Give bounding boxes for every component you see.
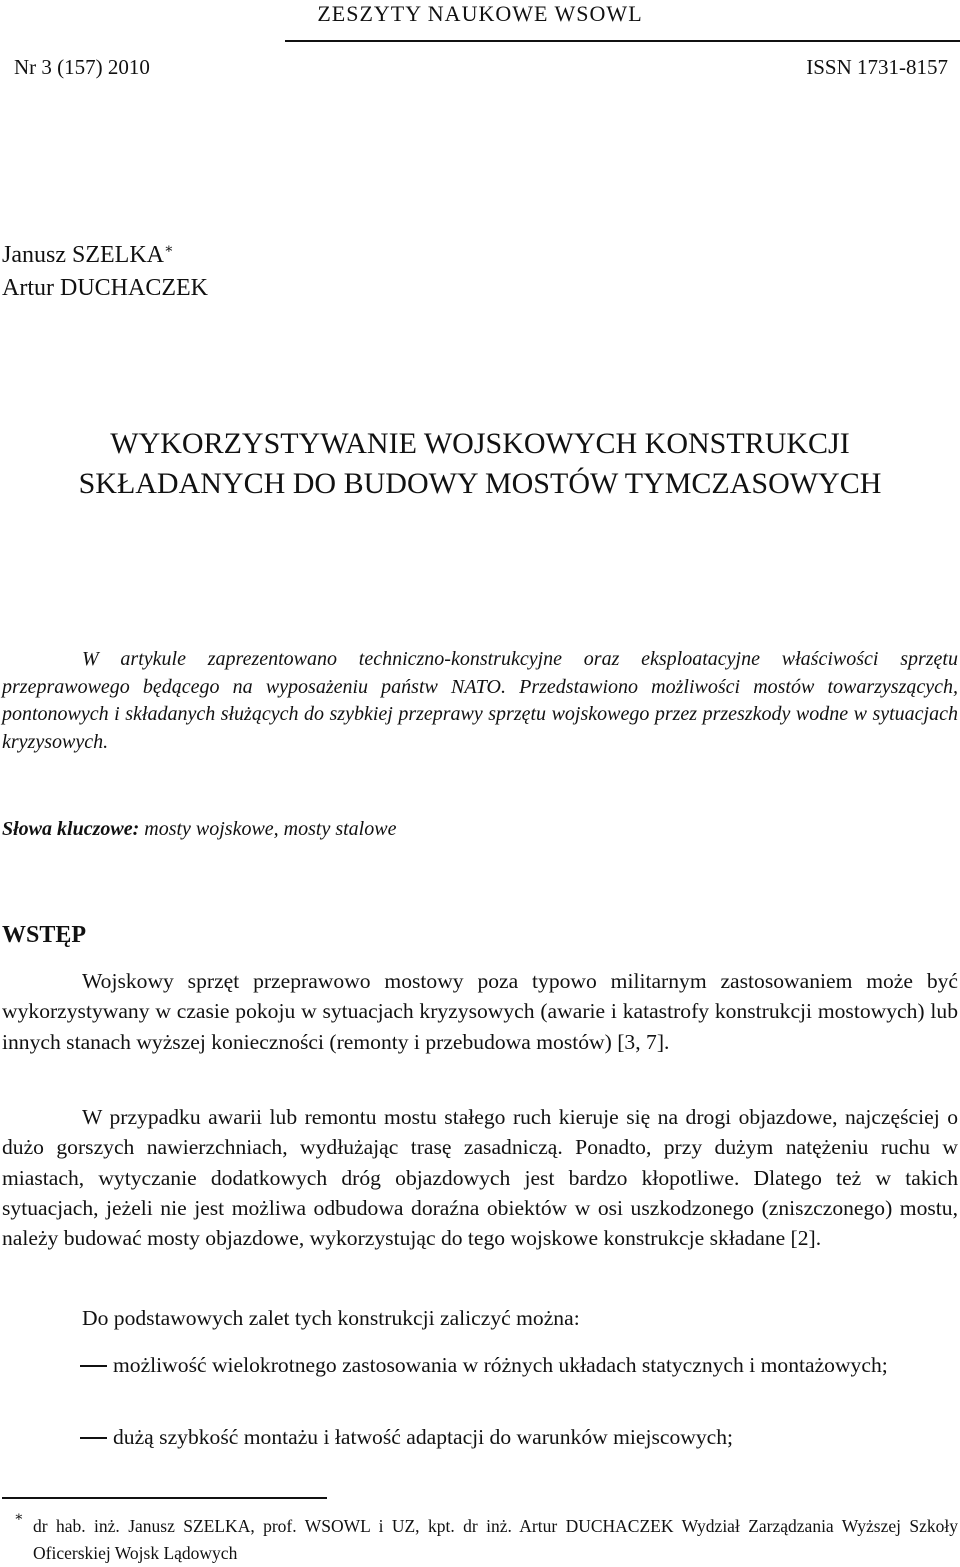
author-2 bbox=[2, 273, 208, 303]
author-1 bbox=[2, 240, 174, 270]
dash-bullet bbox=[80, 1365, 107, 1367]
paragraph-2: W przypadku awarii lub remontu mostu stałego ruch kieruje się na drogi objazdowe, najczęściej o dużo gorszych nawierzchniach, wydłużając trasę zasadniczą. Ponadto, przy dużym natężeniu ruchu w miastach, wytyczanie dodatkowych dróg objazdowych jest bardzo kłopotliwe. Dlatego też w takich sytuacjach, jeżeli nie jest możliwa odbudowa doraźna obiektów w osi uszkodzonego (zniszczonego) mostu, należy budować mosty objazdowe, wykorzystując do tego wojskowe konstrukcje składane [2]. bbox=[2, 1105, 958, 1251]
abstract: W artykule zaprezentowano techniczno-konstrukcyjne oraz eksploatacyjne właściwości sprzętu przeprawowego będącego na wyposażeniu państw NATO. Przedstawiono możliwości mostów towarzyszących, pontonowych i składanych służących do szybkiej przeprawy sprzętu wojskowego przez przeszkody wodne w sytuacjach kryzysowych. bbox=[2, 648, 958, 753]
author-name: Artur DUCHACZEK bbox=[2, 275, 208, 301]
list-item-text: możliwość wielokrotnego zastosowania w różnych układach statycznych i montażowych; bbox=[113, 1353, 888, 1377]
article-title-line-1: WYKORZYSTYWANIE WOJSKOWYCH KONSTRUKCJI bbox=[110, 427, 850, 460]
paragraph-3: Do podstawowych zalet tych konstrukcji zaliczyć można: bbox=[82, 1306, 580, 1330]
footnote-marker: ∗ bbox=[14, 1510, 24, 1525]
header-rule bbox=[285, 40, 960, 42]
footnote-text: dr hab. inż. Janusz SZELKA, prof. WSOWL i UZ, kpt. dr inż. Artur DUCHACZEK Wydział Zarządzania Wyższej Szkoły Oficerskiej Wojsk Lądowych bbox=[33, 1516, 958, 1563]
dash-bullet bbox=[80, 1437, 107, 1439]
keywords bbox=[2, 816, 396, 843]
footnote-marker: ∗ bbox=[163, 242, 174, 257]
keywords-text: mosty wojskowe, mosty stalowe bbox=[139, 818, 397, 840]
keywords-label: Słowa kluczowe: bbox=[2, 818, 140, 840]
issue-number: Nr 3 (157) 2010 bbox=[14, 55, 150, 79]
journal-name: ZESZYTY NAUKOWE WSOWL bbox=[317, 1, 643, 26]
paragraph-1: Wojskowy sprzęt przeprawowo mostowy poza typowo militarnym zastosowaniem może być wykorzystywany w czasie pokoju w sytuacjach kryzysowych (awarie i katastrofy konstrukcji mostowych) lub innych stanach wyższej konieczności (remonty i przebudowa mostów) [3, 7]. bbox=[2, 969, 958, 1054]
author-name: Janusz SZELKA bbox=[2, 242, 164, 268]
section-heading: WSTĘP bbox=[2, 922, 87, 948]
article-title-line-2: SKŁADANYCH DO BUDOWY MOSTÓW TYMCZASOWYCH bbox=[78, 467, 882, 500]
issn: ISSN 1731-8157 bbox=[806, 55, 948, 79]
footnote-rule bbox=[2, 1497, 327, 1499]
list-item-text: dużą szybkość montażu i łatwość adaptacji do warunków miejscowych; bbox=[113, 1425, 734, 1449]
